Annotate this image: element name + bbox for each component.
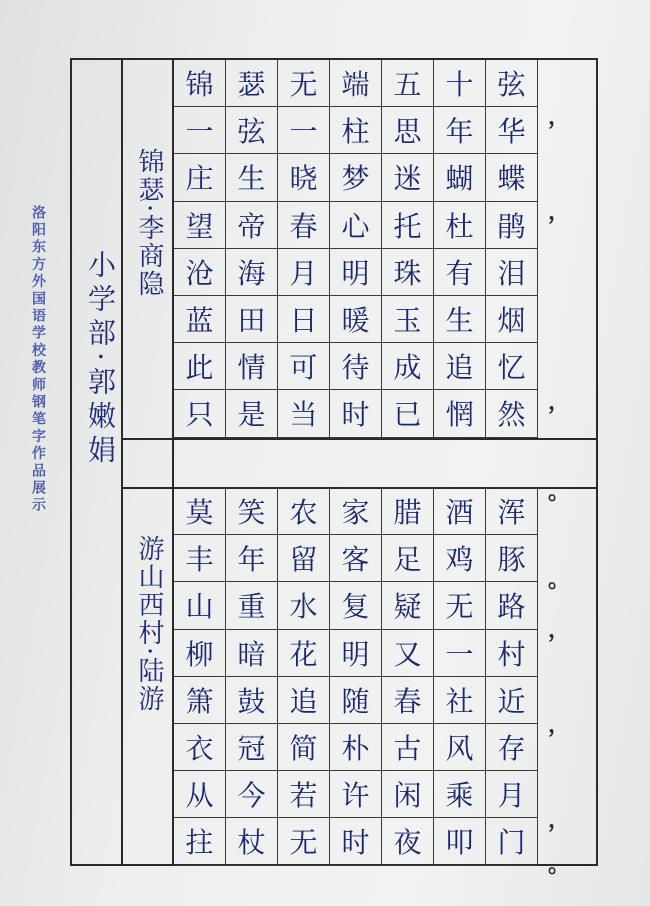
grid-cell: 暗 [226, 630, 278, 677]
grid-cell: 古 [382, 724, 434, 771]
grid-cell: 端 [330, 60, 382, 107]
grid-cell: 此 [174, 343, 226, 390]
grid-cell: 简 [278, 724, 330, 771]
grid-cell: 锦 [174, 60, 226, 107]
grid-cell: 重 [226, 582, 278, 629]
grid-cell: 晓 [278, 154, 330, 201]
grid-cell: 年 [434, 107, 486, 154]
grid-cell: 莫 [174, 488, 226, 535]
grid-cell: 杜 [434, 202, 486, 249]
poem2-grid [174, 488, 546, 866]
grid-cell: 明 [330, 630, 382, 677]
grid-cell: 日 [278, 296, 330, 343]
grid-cell: 门 [486, 818, 538, 865]
grid-cell: 迷 [382, 154, 434, 201]
grid-cell: 近 [486, 677, 538, 724]
grid-cell: 年 [226, 535, 278, 582]
grid-cell: 烟 [486, 296, 538, 343]
punctuation-mark: 。 [548, 567, 571, 593]
grid-cell: 惘 [434, 390, 486, 437]
poem1-grid [174, 60, 546, 440]
grid-cell: 只 [174, 390, 226, 437]
grid-cell: 乘 [434, 771, 486, 818]
side-caption: 洛阳东方外国语学校教师钢笔字作品展示 [30, 205, 46, 515]
grid-cell: 有 [434, 249, 486, 296]
grid-cell: 无 [434, 582, 486, 629]
grid-cell: 珠 [382, 249, 434, 296]
grid-cell: 梦 [330, 154, 382, 201]
grid-cell: 风 [434, 724, 486, 771]
punctuation-mark: ， [548, 807, 571, 833]
punctuation-mark: ， [548, 199, 571, 225]
grid-cell: 心 [330, 202, 382, 249]
grid-cell: 华 [486, 107, 538, 154]
grid-cell: 沧 [174, 249, 226, 296]
grid-cell: 存 [486, 724, 538, 771]
grid-cell: 疑 [382, 582, 434, 629]
grid-cell: 待 [330, 343, 382, 390]
grid-cell: 十 [434, 60, 486, 107]
grid-cell: 一 [174, 107, 226, 154]
grid-cell: 田 [226, 296, 278, 343]
grid-cell: 夜 [382, 818, 434, 865]
grid-cell: 客 [330, 535, 382, 582]
grid-cell: 一 [434, 630, 486, 677]
grid-cell: 成 [382, 343, 434, 390]
grid-cell: 留 [278, 535, 330, 582]
grid-cell: 酒 [434, 488, 486, 535]
grid-cell: 杖 [226, 818, 278, 865]
punctuation-mark: 。 [548, 852, 571, 878]
grid-cell: 望 [174, 202, 226, 249]
grid-cell: 腊 [382, 488, 434, 535]
grid-cell: 生 [226, 154, 278, 201]
grid-cell: 复 [330, 582, 382, 629]
grid-cell: 时 [330, 818, 382, 865]
grid-cell: 家 [330, 488, 382, 535]
grid-cell: 柳 [174, 630, 226, 677]
grid-cell: 春 [278, 202, 330, 249]
grid-cell: 思 [382, 107, 434, 154]
grid-cell: 弦 [226, 107, 278, 154]
grid-cell: 路 [486, 582, 538, 629]
grid-cell: 拄 [174, 818, 226, 865]
grid-cell: 帝 [226, 202, 278, 249]
punctuation-mark: ， [548, 712, 571, 738]
grid-cell: 足 [382, 535, 434, 582]
grid-cell: 生 [434, 296, 486, 343]
grid-cell: 情 [226, 343, 278, 390]
grid-cell: 月 [278, 249, 330, 296]
grid-cell: 若 [278, 771, 330, 818]
grid-cell: 冠 [226, 724, 278, 771]
grid-cell: 五 [382, 60, 434, 107]
grid-cell: 今 [226, 771, 278, 818]
author-divider [121, 58, 123, 866]
grid-cell: 追 [434, 343, 486, 390]
grid-cell: 许 [330, 771, 382, 818]
grid-cell: 笑 [226, 488, 278, 535]
grid-cell: 豚 [486, 535, 538, 582]
grid-cell: 花 [278, 630, 330, 677]
grid-cell: 时 [330, 390, 382, 437]
grid-cell: 鼓 [226, 677, 278, 724]
grid-cell: 柱 [330, 107, 382, 154]
punctuation-mark: 。 [548, 479, 571, 505]
grid-cell: 可 [278, 343, 330, 390]
grid-cell: 一 [278, 107, 330, 154]
grid-cell: 追 [278, 677, 330, 724]
grid-cell: 弦 [486, 60, 538, 107]
grid-cell: 蝶 [486, 154, 538, 201]
grid-cell: 衣 [174, 724, 226, 771]
grid-cell: 春 [382, 677, 434, 724]
punctuation-mark: ， [548, 617, 571, 643]
grid-cell: 暖 [330, 296, 382, 343]
grid-cell: 是 [226, 390, 278, 437]
grid-cell: 月 [486, 771, 538, 818]
grid-cell: 山 [174, 582, 226, 629]
grid-cell: 瑟 [226, 60, 278, 107]
grid-cell: 社 [434, 677, 486, 724]
grid-cell: 泪 [486, 249, 538, 296]
grid-cell: 然 [486, 390, 538, 437]
grid-cell: 海 [226, 249, 278, 296]
grid-cell: 从 [174, 771, 226, 818]
grid-cell: 玉 [382, 296, 434, 343]
punctuation-mark: ， [548, 104, 571, 130]
grid-cell: 无 [278, 60, 330, 107]
grid-cell: 闲 [382, 771, 434, 818]
grid-cell: 明 [330, 249, 382, 296]
grid-cell: 朴 [330, 724, 382, 771]
grid-cell: 忆 [486, 343, 538, 390]
author-name: 小学部·郭嫩娟 [84, 250, 117, 469]
grid-cell: 农 [278, 488, 330, 535]
grid-cell: 又 [382, 630, 434, 677]
grid-cell: 鸡 [434, 535, 486, 582]
grid-cell: 当 [278, 390, 330, 437]
grid-cell: 无 [278, 818, 330, 865]
grid-cell: 丰 [174, 535, 226, 582]
grid-cell: 已 [382, 390, 434, 437]
grid-cell: 箫 [174, 677, 226, 724]
grid-cell: 村 [486, 630, 538, 677]
punctuation-mark: ， [548, 389, 571, 415]
grid-cell: 蓝 [174, 296, 226, 343]
grid-cell: 浑 [486, 488, 538, 535]
grid-cell: 水 [278, 582, 330, 629]
grid-cell: 随 [330, 677, 382, 724]
poem2-title: 游山西村·陆游 [134, 535, 164, 714]
grid-cell: 叩 [434, 818, 486, 865]
grid-cell: 托 [382, 202, 434, 249]
poem1-title: 锦瑟·李商隐 [134, 148, 164, 299]
grid-cell: 鹃 [486, 202, 538, 249]
grid-cell: 蝴 [434, 154, 486, 201]
grid-cell: 庄 [174, 154, 226, 201]
